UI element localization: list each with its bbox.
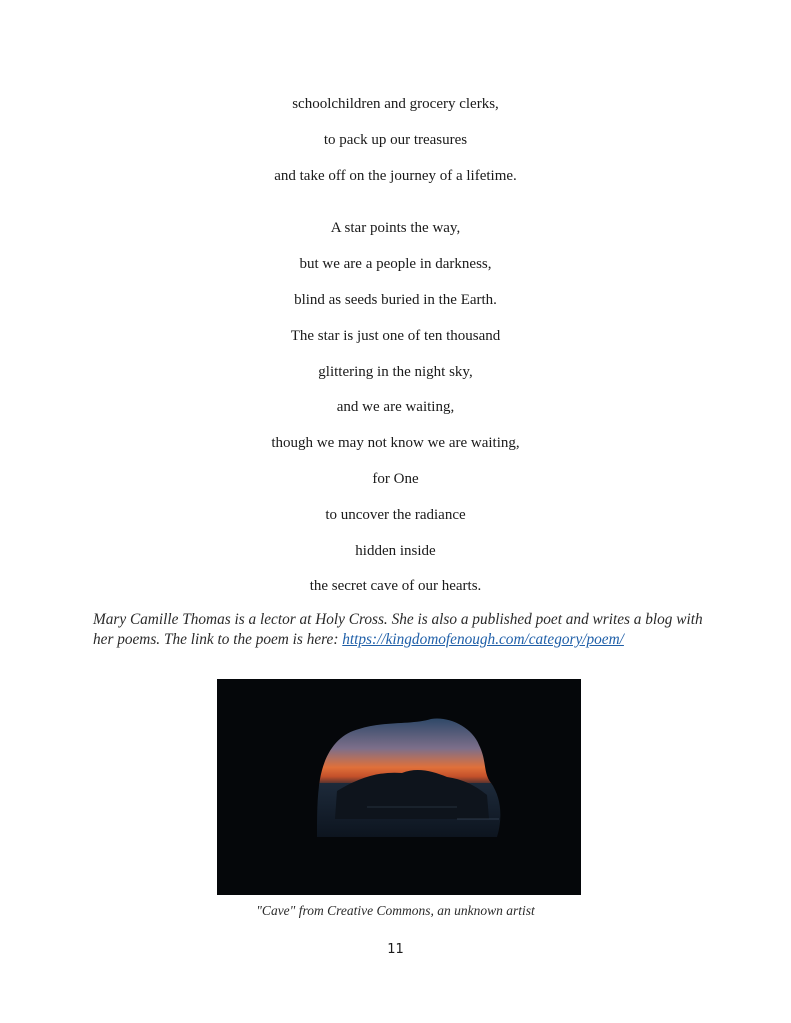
poem-line: to uncover the radiance	[325, 506, 466, 523]
author-bio-text: Mary Camille Thomas is a lector at Holy Cross. She is also a published poet and writes a blog with her poems. The link to the poem is here:	[93, 611, 703, 648]
poem-line: but we are a people in darkness,	[299, 256, 492, 273]
poem-line: hidden inside	[355, 542, 436, 559]
poem-line: schoolchildren and grocery clerks,	[292, 96, 499, 112]
image-caption: "Cave" from Creative Commons, an unknown artist	[256, 903, 535, 918]
poem-line: and take off on the journey of a lifetime.	[274, 167, 517, 184]
cave-image	[217, 679, 581, 895]
page-number: 11	[387, 942, 404, 957]
poem-line: blind as seeds buried in the Earth.	[294, 291, 497, 308]
poem-line: The star is just one of ten thousand	[290, 327, 501, 344]
stanza-break	[0, 201, 791, 218]
poem	[0, 94, 791, 612]
cave-photo	[217, 679, 581, 895]
poem-line: and we are waiting,	[336, 399, 455, 416]
author-bio	[93, 610, 713, 650]
poem-line: glittering in the night sky,	[318, 363, 473, 380]
poem-link[interactable]: https://kingdomofenough.com/category/poem/	[342, 631, 624, 648]
poem-line: for One	[372, 470, 419, 487]
poem-line: A star points the way,	[330, 220, 461, 237]
poem-line: the secret cave of our hearts.	[309, 578, 482, 595]
poem-line: though we may not know we are waiting,	[271, 435, 520, 452]
poem-line: to pack up our treasures	[323, 131, 468, 148]
